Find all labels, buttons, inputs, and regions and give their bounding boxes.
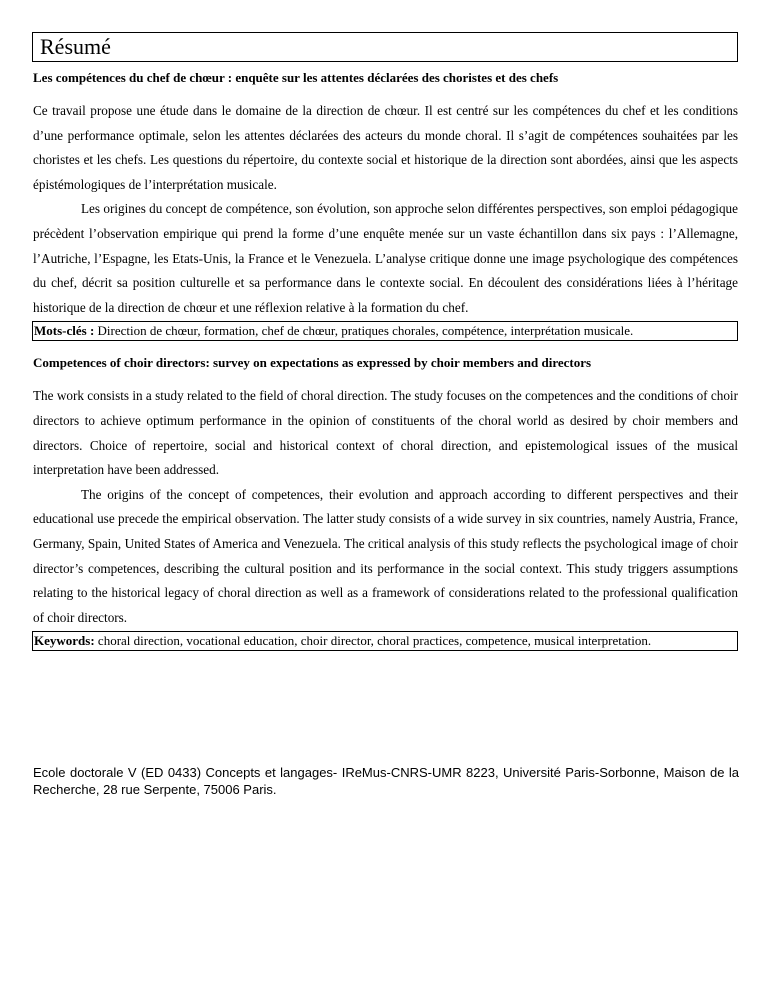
abstract-page xyxy=(32,32,738,651)
affiliation-text: Ecole doctorale V (ED 0433) Concepts et langages- IReMus-CNRS-UMR 8223, Université Paris-Sorbonne, Maison de la Recherche, 28 rue Serpente, 75006 Paris. xyxy=(33,765,739,797)
french-heading: Les compétences du chef de chœur : enquête sur les attentes déclarées des choristes et des chefs xyxy=(33,70,559,85)
english-paragraph-1: The work consists in a study related to the field of choral direction. The study focuses on the competences and the conditions of choir directors to achieve optimum performance in the opinion of constituents of the choral world as desired by choir members and directors. Choice of repertoire, social and historical context of choral direction, and epistemological issues of the musical interpretation have been addressed. xyxy=(33,388,738,478)
english-keywords-label: Keywords: xyxy=(34,633,95,649)
english-heading: Competences of choir directors: survey on expectations as expressed by choir members and directors xyxy=(33,355,592,371)
english-keywords-text: choral direction, vocational education, choir director, choral practices, competence, musical interpretation. xyxy=(94,633,652,649)
french-keywords-box xyxy=(32,321,738,341)
page-title: Résumé xyxy=(32,32,738,62)
french-keywords-label: Mots-clés : xyxy=(34,323,95,339)
english-paragraph-2: The origins of the concept of competences, their evolution and approach according to different perspectives and their educational use precede the empirical observation. The latter study consists of a wide survey in six countries, namely Austria, France, Germany, Spain, United States of America and Venezuela. The critical analysis of this study reflects the psychological image of choir director’s competences, describing the cultural position and its performance in the social context. This study triggers assumptions relating to the historical legacy of choral direction as well as a framework of considerations related to the professional qualification of choir directors. xyxy=(33,486,738,625)
french-keywords-text: Direction de chœur, formation, chef de chœur, pratiques chorales, compétence, interprétation musicale. xyxy=(94,323,634,339)
english-keywords-box xyxy=(32,631,738,651)
french-paragraph-2: Les origines du concept de compétence, son évolution, son approche selon différentes perspectives, son emploi pédagogique précèdent l’observation empirique qui prend la forme d’une enquête menée sur un vaste échantillon dans six pays : l’Allemagne, l’Autriche, l’Espagne, les Etats-Unis, la France et le Venezuela. L’analyse critique donne une image psychologique des compétences du chef, décrit sa position culturelle et sa performance dans le contexte social. En découlent des considérations liées à l’héritage historique de la direction de chœur et une réflexion relative à la formation du chef. xyxy=(33,201,738,315)
french-paragraph-1: Ce travail propose une étude dans le domaine de la direction de chœur. Il est centré sur les compétences du chef et les conditions d’une performance optimale, selon les attentes déclarées des acteurs du monde choral. Il s’agit de compétences souhaitées par les choristes et les chefs. Les questions du répertoire, du contexte social et historique de la direction sont abordées, ainsi que les aspects épistémologiques de l’interprétation musicale. xyxy=(33,103,738,192)
